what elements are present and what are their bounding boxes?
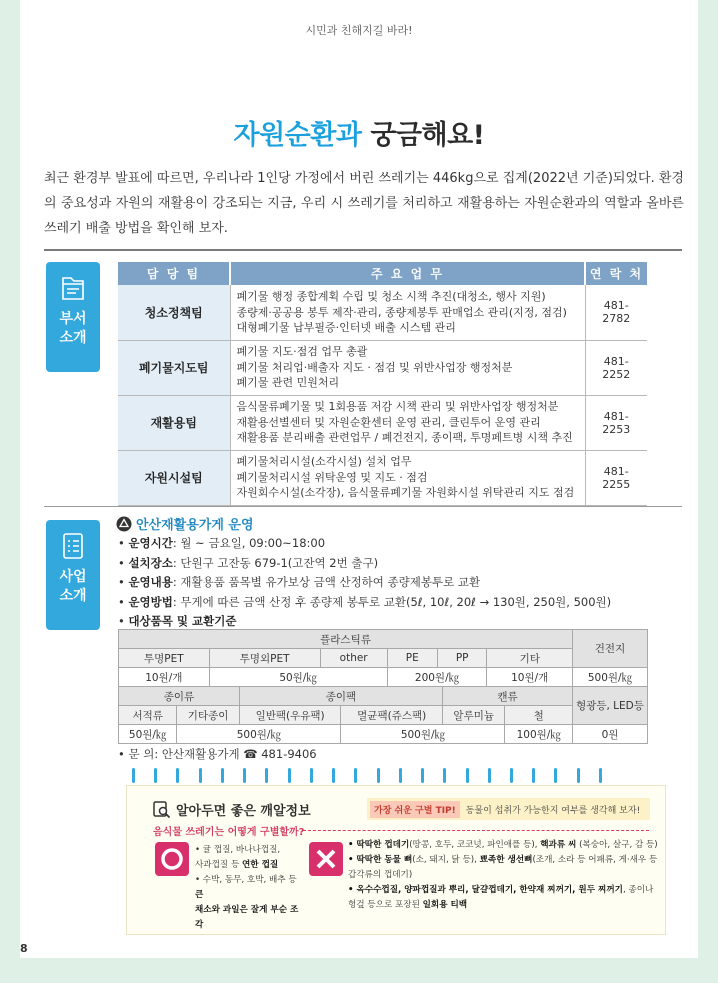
tips-title — [153, 800, 311, 819]
col-header: 투명PET — [119, 649, 210, 668]
list-item: 채소와 과일은 잘게 부순 조각 — [195, 905, 299, 930]
table-row — [118, 395, 647, 450]
list-item: • 운영시간: 월 ~ 금요일, 09:00~18:00 — [118, 536, 326, 550]
item-label: 운영방법 — [128, 594, 173, 609]
duty-line: 폐기물 관련 민원처리 — [236, 376, 340, 390]
duty-line: 폐기물 처리업·배출자 지도 · 점검 및 위반사업장 행정처분 — [236, 360, 513, 374]
duty-line: 폐기물 행정 종합계획 수립 및 청소 시책 추진(대청소, 행사 지원) — [236, 290, 546, 303]
col-header: 멸균팩(쥬스팩) — [341, 706, 443, 725]
table-row — [118, 450, 647, 505]
page-title — [20, 113, 698, 152]
col-header: 일반팩(우유팩) — [239, 706, 341, 725]
team-name: 폐기물지도팀 — [118, 340, 230, 395]
list-item: 갑각류의 껍데기) — [348, 870, 413, 880]
list-item: • 운영방법: 무게에 따른 금액 산정 후 종량제 봉투로 교환(5ℓ, 10ℓ, 20ℓ → 130원, 250원, 500원) — [118, 594, 612, 609]
binder-ring — [554, 768, 557, 783]
biz-section-tab — [46, 520, 100, 630]
col-header-duty: 주 요 업 무 — [230, 262, 585, 285]
group-header: 종이류 — [119, 687, 240, 706]
item-label: 설치장소 — [128, 555, 173, 570]
item-text: : 재활용품 품목별 유가보상 금액 산정하여 종량제봉투로 교환 — [172, 575, 481, 590]
biz-heading-text: 안산재활용가게 운영 — [136, 518, 254, 533]
plastic-price-table — [118, 629, 648, 687]
binder-ring — [466, 768, 469, 783]
food-waste-yes-list — [195, 843, 299, 933]
duty-line: 대형폐기물 납부필증·인터넷 배출 시스템 관리 — [236, 321, 456, 334]
running-head: 시민과 친해지길 바라! — [305, 24, 413, 37]
col-header: PE — [387, 649, 437, 668]
duty-line: 폐기물 지도·점검 업무 총괄 — [236, 345, 368, 359]
intro-paragraph: 최근 환경부 발표에 따르면, 우리나라 1인당 가정에서 버린 쓰레기는 446kg으로 집계(2022년 기준)되었다. 환경의 중요성과 자원의 재활용이 강조되는 지금, 우리 시 쓰레기를 처리하고 재활용하는 자원순환과의 역할과 올바른 쓰레기 배출 방법을 확인해 보자. — [44, 171, 684, 236]
section-divider — [44, 249, 682, 251]
team-duties — [230, 395, 585, 450]
col-header: 기타 — [487, 649, 573, 668]
team-contact: 481-2782 — [585, 285, 647, 340]
dept-tab-line1: 부서 — [59, 311, 87, 327]
binder-ring — [243, 768, 246, 783]
inquiry-label: • 문 의 — [118, 747, 155, 761]
biz-heading — [116, 514, 254, 533]
team-contact: 481-2255 — [585, 450, 647, 505]
col-header: other — [320, 649, 387, 668]
price-cell: 100원/㎏ — [505, 725, 573, 744]
group-header: 플라스틱류 — [119, 630, 573, 649]
price-cell: 50원/㎏ — [119, 725, 177, 744]
item-text: : 월 ~ 금요일, 09:00~18:00 — [172, 536, 326, 550]
biz-tab-line2: 소개 — [59, 588, 87, 604]
checklist-icon — [60, 530, 86, 562]
binder-ring — [577, 768, 580, 783]
table-row — [118, 340, 647, 395]
dept-table — [118, 262, 647, 506]
duty-line: 자원회수시설(소각장), 음식물류폐기물 자원화시설 위탁관리 지도 점검 — [236, 486, 575, 500]
recycle-icon — [116, 516, 132, 532]
list-item: • 딱딱한 동물 뼈(소, 돼지, 닭 등), 뾰족한 생선뼈(조개, 소라 등 어패류, 게·새우 등 — [348, 855, 658, 865]
binder-ring — [310, 768, 313, 783]
binder-ring — [510, 768, 513, 783]
side-header: 건전지 — [573, 630, 648, 668]
binder-ring — [354, 768, 357, 783]
duty-line: 재활용품 분리배출 관련업무 / 폐건전지, 종이팩, 투명페트병 시책 추진 — [236, 431, 573, 445]
list-item: 헝겊 등으로 포장된 일회용 티백 — [348, 900, 468, 910]
list-item: • 귤 껍질, 바나나껍질, — [195, 845, 281, 855]
col-header: 철 — [505, 706, 573, 725]
list-item: • 운영내용: 재활용품 품목별 유가보상 금액 산정하여 종량제봉투로 교환 — [118, 575, 481, 590]
team-duties — [230, 285, 585, 340]
duty-line: 폐기물처리시설(소각시설) 설치 업무 — [236, 455, 412, 469]
binder-ring — [377, 768, 380, 783]
biz-tab-line1: 사업 — [59, 569, 87, 585]
price-cell: 500원/㎏ — [177, 725, 341, 744]
binder-ring — [599, 768, 602, 783]
x-mark-icon — [309, 842, 343, 876]
team-name: 자원시설팀 — [118, 450, 230, 505]
price-cell: 0원 — [573, 725, 648, 744]
binder-ring — [265, 768, 268, 783]
col-header: 투명외PET — [209, 649, 320, 668]
price-cell: 500원/㎏ — [573, 668, 648, 687]
tips-title-text: 알아두면 좋은 깨알정보 — [176, 804, 311, 819]
team-name: 재활용팀 — [118, 395, 230, 450]
tip-banner-text: 동물이 섭취가 가능한지 여부를 생각해 보자! — [465, 805, 641, 816]
duty-line: 음식물류폐기물 및 1회용품 저감 시책 관리 및 위반사업장 행정처분 — [236, 400, 559, 414]
col-header: PP — [437, 649, 487, 668]
binder-ring — [399, 768, 402, 783]
side-header: 형광등, LED등 — [573, 687, 648, 725]
list-item: • 딱딱한 껍데기(땅콩, 호두, 코코넛, 파인애플 등), 핵과류 씨 (복숭아, 살구, 감 등) — [348, 840, 658, 850]
list-item: 사과껍질 등 연한 껍질 — [195, 860, 279, 870]
biz-info-list — [118, 534, 611, 632]
binder-ring — [221, 768, 224, 783]
dept-tab-line2: 소개 — [59, 330, 87, 346]
item-text: : 무게에 따른 금액 산정 후 종량제 봉투로 교환(5ℓ, 10ℓ, 20ℓ → 130원, 250원, 500원) — [172, 594, 612, 609]
dept-section-tab — [46, 262, 100, 372]
col-header-contact: 연 락 처 — [585, 262, 647, 285]
binder-ring — [332, 768, 335, 783]
page-number: 8 — [20, 942, 28, 955]
inquiry-text: : 안산재활용가게 ☎ 481-9406 — [154, 747, 317, 761]
paper-can-price-table — [118, 686, 648, 744]
price-cell: 200원/㎏ — [387, 668, 487, 687]
team-contact: 481-2253 — [585, 395, 647, 450]
food-waste-no-list — [348, 838, 656, 913]
duty-line: 종량제·공공용 봉투 제작·관리, 종량제봉투 판매업소 관리(지정, 점검) — [236, 305, 567, 319]
binder-ring — [132, 768, 135, 783]
group-header: 캔류 — [442, 687, 572, 706]
team-contact: 481-2252 — [585, 340, 647, 395]
tips-box — [126, 785, 666, 935]
col-header: 알루미늄 — [442, 706, 505, 725]
magnifier-icon — [153, 801, 171, 819]
dashed-rule — [303, 830, 649, 831]
list-item: • 설치장소: 단원구 고잔동 679-1(고잔역 2번 출구) — [118, 555, 379, 570]
team-name: 청소정책팀 — [118, 285, 230, 340]
item-text: : 단원구 고잔동 679-1(고잔역 2번 출구) — [172, 555, 379, 570]
binder-ring — [443, 768, 446, 783]
price-cell: 10원/개 — [487, 668, 573, 687]
binder-ring — [199, 768, 202, 783]
page — [20, 0, 698, 958]
o-mark-icon — [155, 842, 189, 876]
binder-ring — [488, 768, 491, 783]
col-header-team: 담 당 팀 — [118, 262, 230, 285]
binder-ring — [288, 768, 291, 783]
title-part2: 궁금해요! — [370, 120, 485, 151]
section-divider — [44, 506, 682, 507]
title-part1: 자원순환과 — [233, 120, 362, 151]
list-item: • 수박, 동무, 호박, 배추 등 큰 — [195, 875, 297, 900]
item-label: 운영시간 — [128, 536, 173, 550]
binder-ring — [154, 768, 157, 783]
item-label: 운영내용 — [128, 575, 173, 590]
group-header: 종이팩 — [239, 687, 442, 706]
list-item: • 옥수수껍질, 양파껍질과 뿌리, 달걀껍데기, 한약재 찌꺼기, 원두 찌꺼기, 종이나 — [348, 885, 654, 895]
price-cell: 500원/㎏ — [341, 725, 505, 744]
duty-line: 재활용선별센터 및 자원순환센터 운영 관리, 클린투어 운영 관리 — [236, 415, 541, 429]
binder-ring — [532, 768, 535, 783]
list-item: • 대상품목 및 교환기준 — [118, 614, 237, 629]
binder-ring — [421, 768, 424, 783]
inquiry — [118, 746, 317, 762]
table-row — [118, 285, 647, 340]
team-duties — [230, 340, 585, 395]
binder-ring — [176, 768, 179, 783]
tip-badge: 가장 쉬운 구별 TIP! — [370, 801, 460, 818]
price-cell: 50원/㎏ — [209, 668, 387, 687]
team-duties — [230, 450, 585, 505]
duty-line: 폐기물처리시설 위탁운영 및 지도 · 점검 — [236, 470, 428, 484]
folder-icon — [60, 272, 86, 304]
tip-banner — [367, 798, 650, 820]
col-header: 기타종이 — [177, 706, 240, 725]
price-cell: 10원/개 — [119, 668, 210, 687]
dept-table-header — [118, 262, 647, 285]
col-header: 서적류 — [119, 706, 177, 725]
tip-question: 음식물 쓰레기는 어떻게 구별할까? — [153, 827, 305, 838]
item-label: 대상품목 및 교환기준 — [128, 614, 237, 629]
binder-rings — [132, 768, 602, 790]
